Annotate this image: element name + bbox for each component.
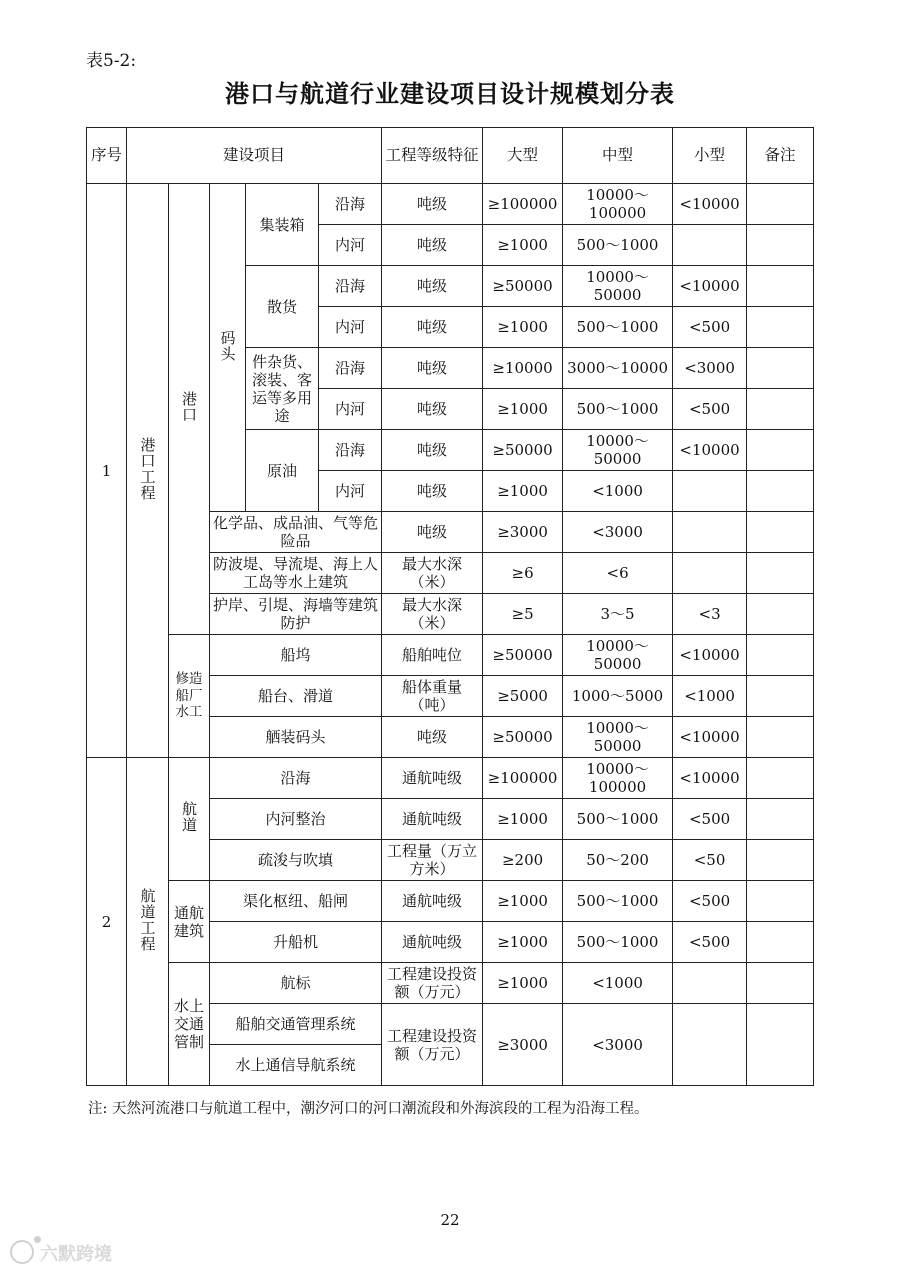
grade-cell: 通航吨级 <box>382 799 483 840</box>
medium-cell: 10000～100000 <box>563 184 673 225</box>
medium-cell: <6 <box>563 553 673 594</box>
table-note: 注: 天然河流港口与航道工程中，潮汐河口的河口潮流段和外海滨段的工程为沿海工程。 <box>88 1101 649 1117</box>
remark-cell <box>747 594 814 635</box>
small-cell: <1000 <box>673 676 747 717</box>
medium-cell: 10000～50000 <box>563 717 673 758</box>
subgroup-name: 水上交通管制 <box>174 997 205 1051</box>
grade-cell: 吨级 <box>382 717 483 758</box>
small-cell: <3000 <box>673 348 747 389</box>
small-cell: <10000 <box>673 430 747 471</box>
subgroup-name: 港口 <box>180 391 198 423</box>
large-cell: ≥200 <box>483 840 563 881</box>
remark-cell <box>747 471 814 512</box>
remark-cell <box>747 184 814 225</box>
group-seq: 1 <box>87 184 127 758</box>
remark-cell <box>747 963 814 1004</box>
grade-cell: 工程建设投资额（万元） <box>382 963 483 1004</box>
item-cell: 航标 <box>210 963 382 1004</box>
grade-cell: 船体重量（吨） <box>382 676 483 717</box>
small-cell: <500 <box>673 389 747 430</box>
remark-cell <box>747 799 814 840</box>
grade-cell: 通航吨级 <box>382 881 483 922</box>
small-cell: <10000 <box>673 266 747 307</box>
remark-cell <box>747 676 814 717</box>
remark-cell <box>747 717 814 758</box>
subgroup-cell <box>210 184 246 512</box>
table-label: 表5-2: <box>86 51 137 71</box>
large-cell: ≥1000 <box>483 225 563 266</box>
large-cell: ≥3000 <box>483 512 563 553</box>
grade-cell: 吨级 <box>382 430 483 471</box>
small-cell: <10000 <box>673 635 747 676</box>
watermark <box>10 1240 112 1266</box>
grade-cell: 吨级 <box>382 512 483 553</box>
wharf-type: 原油 <box>246 430 319 512</box>
remark-cell <box>747 1004 814 1086</box>
item-cell: 升船机 <box>210 922 382 963</box>
medium-cell: 500～1000 <box>563 225 673 266</box>
grade-cell: 最大水深（米） <box>382 594 483 635</box>
small-cell: <500 <box>673 922 747 963</box>
large-cell: ≥1000 <box>483 881 563 922</box>
medium-cell: 500～1000 <box>563 922 673 963</box>
grade-cell: 最大水深（米） <box>382 553 483 594</box>
small-cell: <500 <box>673 881 747 922</box>
page-number: 22 <box>440 1211 460 1229</box>
wharf-type: 件杂货、滚装、客运等多用途 <box>246 348 319 430</box>
small-cell <box>673 225 747 266</box>
header-small: 小型 <box>673 128 747 184</box>
medium-cell: 500～1000 <box>563 799 673 840</box>
group-name-cell <box>127 758 169 1086</box>
medium-cell: <3000 <box>563 512 673 553</box>
large-cell: ≥50000 <box>483 717 563 758</box>
group-seq: 2 <box>87 758 127 1086</box>
item-cell: 化学品、成品油、气等危险品 <box>210 512 382 553</box>
large-cell: ≥1000 <box>483 307 563 348</box>
medium-cell: 10000～50000 <box>563 430 673 471</box>
medium-cell: 10000～50000 <box>563 266 673 307</box>
grade-cell: 吨级 <box>382 184 483 225</box>
small-cell <box>673 963 747 1004</box>
medium-cell: 3～5 <box>563 594 673 635</box>
table-row <box>87 635 814 676</box>
large-cell: ≥100000 <box>483 758 563 799</box>
medium-cell: 500～1000 <box>563 881 673 922</box>
group-name-cell <box>127 184 169 758</box>
watermark-logo-icon <box>10 1240 34 1264</box>
large-cell: ≥3000 <box>483 1004 563 1086</box>
table-row <box>87 184 814 225</box>
area-cell: 内河 <box>319 307 382 348</box>
remark-cell <box>747 389 814 430</box>
large-cell: ≥5000 <box>483 676 563 717</box>
medium-cell: 10000～100000 <box>563 758 673 799</box>
remark-cell <box>747 512 814 553</box>
area-cell: 沿海 <box>319 184 382 225</box>
area-cell: 内河 <box>319 471 382 512</box>
small-cell: <10000 <box>673 758 747 799</box>
small-cell: <10000 <box>673 717 747 758</box>
small-cell: <50 <box>673 840 747 881</box>
remark-cell <box>747 922 814 963</box>
item-cell: 疏浚与吹填 <box>210 840 382 881</box>
large-cell: ≥6 <box>483 553 563 594</box>
design-scale-table <box>86 127 814 1086</box>
group-name: 航道工程 <box>138 887 157 952</box>
medium-cell: 50～200 <box>563 840 673 881</box>
medium-cell: 1000～5000 <box>563 676 673 717</box>
remark-cell <box>747 758 814 799</box>
grade-cell: 通航吨级 <box>382 922 483 963</box>
grade-cell: 工程量（万立方米） <box>382 840 483 881</box>
large-cell: ≥1000 <box>483 799 563 840</box>
grade-cell: 吨级 <box>382 307 483 348</box>
header-large: 大型 <box>483 128 563 184</box>
remark-cell <box>747 307 814 348</box>
header-remark: 备注 <box>747 128 814 184</box>
small-cell <box>673 512 747 553</box>
item-cell: 内河整治 <box>210 799 382 840</box>
item-cell: 渠化枢纽、船闸 <box>210 881 382 922</box>
large-cell: ≥1000 <box>483 963 563 1004</box>
large-cell: ≥10000 <box>483 348 563 389</box>
item-cell: 船舶交通管理系统 <box>210 1004 382 1045</box>
header-medium: 中型 <box>563 128 673 184</box>
medium-cell: 500～1000 <box>563 307 673 348</box>
subgroup-cell <box>169 635 210 758</box>
subgroup-name: 航道 <box>180 801 198 833</box>
grade-cell: 吨级 <box>382 266 483 307</box>
page-title: 港口与航道行业建设项目设计规模划分表 <box>225 79 675 108</box>
table-row <box>87 963 814 1004</box>
subgroup-cell <box>169 881 210 963</box>
small-cell: <500 <box>673 307 747 348</box>
item-cell: 护岸、引堤、海墙等建筑防护 <box>210 594 382 635</box>
wharf-type: 散货 <box>246 266 319 348</box>
area-cell: 沿海 <box>319 430 382 471</box>
medium-cell: <3000 <box>563 1004 673 1086</box>
small-cell <box>673 1004 747 1086</box>
small-cell <box>673 553 747 594</box>
area-cell: 沿海 <box>319 348 382 389</box>
remark-cell <box>747 840 814 881</box>
large-cell: ≥100000 <box>483 184 563 225</box>
subgroup-name: 码头 <box>218 329 237 362</box>
watermark-text: 六默跨境 <box>40 1244 112 1265</box>
large-cell: ≥50000 <box>483 635 563 676</box>
area-cell: 内河 <box>319 389 382 430</box>
subgroup-name: 修造船厂水工 <box>175 670 203 721</box>
medium-cell: 10000～50000 <box>563 635 673 676</box>
remark-cell <box>747 225 814 266</box>
remark-cell <box>747 266 814 307</box>
small-cell: <10000 <box>673 184 747 225</box>
subgroup-name: 通航建筑 <box>174 903 205 940</box>
large-cell: ≥50000 <box>483 430 563 471</box>
medium-cell: <1000 <box>563 471 673 512</box>
grade-cell: 船舶吨位 <box>382 635 483 676</box>
grade-cell: 吨级 <box>382 389 483 430</box>
item-cell: 船台、滑道 <box>210 676 382 717</box>
header-seq: 序号 <box>87 128 127 184</box>
large-cell: ≥1000 <box>483 471 563 512</box>
remark-cell <box>747 348 814 389</box>
large-cell: ≥1000 <box>483 389 563 430</box>
grade-cell: 工程建设投资额（万元） <box>382 1004 483 1086</box>
subgroup-cell <box>169 184 210 635</box>
large-cell: ≥5 <box>483 594 563 635</box>
small-cell: <3 <box>673 594 747 635</box>
group-name: 港口工程 <box>138 436 157 501</box>
area-cell: 内河 <box>319 225 382 266</box>
grade-cell: 吨级 <box>382 471 483 512</box>
header-row <box>87 128 814 184</box>
table-row <box>87 758 814 799</box>
remark-cell <box>747 881 814 922</box>
remark-cell <box>747 430 814 471</box>
medium-cell: 500～1000 <box>563 389 673 430</box>
subgroup-cell <box>169 758 210 881</box>
area-cell: 沿海 <box>319 266 382 307</box>
wharf-type: 集装箱 <box>246 184 319 266</box>
item-cell: 船坞 <box>210 635 382 676</box>
small-cell: <500 <box>673 799 747 840</box>
grade-cell: 通航吨级 <box>382 758 483 799</box>
header-grade: 工程等级特征 <box>382 128 483 184</box>
medium-cell: <1000 <box>563 963 673 1004</box>
item-cell: 沿海 <box>210 758 382 799</box>
subgroup-cell <box>169 963 210 1086</box>
table-row <box>87 881 814 922</box>
item-cell: 水上通信导航系统 <box>210 1045 382 1086</box>
remark-cell <box>747 635 814 676</box>
medium-cell: 3000～10000 <box>563 348 673 389</box>
header-project: 建设项目 <box>127 128 382 184</box>
small-cell <box>673 471 747 512</box>
item-cell: 防波堤、导流堤、海上人工岛等水上建筑 <box>210 553 382 594</box>
remark-cell <box>747 553 814 594</box>
grade-cell: 吨级 <box>382 348 483 389</box>
item-cell: 舾装码头 <box>210 717 382 758</box>
large-cell: ≥1000 <box>483 922 563 963</box>
grade-cell: 吨级 <box>382 225 483 266</box>
large-cell: ≥50000 <box>483 266 563 307</box>
